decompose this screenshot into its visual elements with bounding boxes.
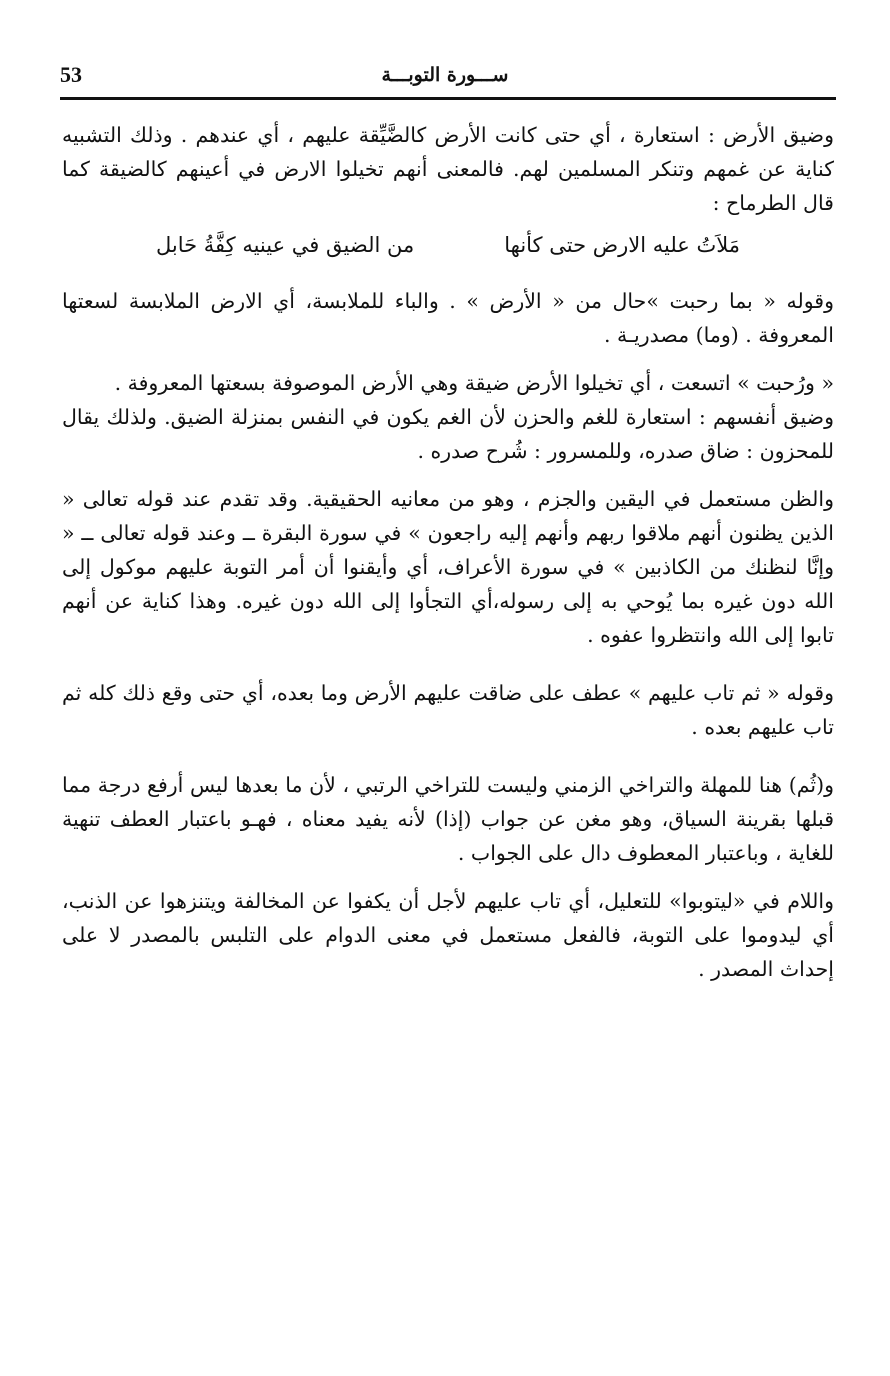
paragraph-4: وضيق أنفسهم : استعارة للغم والحزن لأن الغم يكون في النفس بمنزلة الضيق. ولذلك يقال للمحزون : ضاق صدره، وللمسرور : شُرح صدره . (62, 405, 834, 463)
poetry-verse (62, 228, 834, 262)
paragraph-5: والظن مستعمل في اليقين والجزم ، وهو من معانيه الحقيقية. وقد تقدم عند قوله تعالى « الذين يظنون أنهم ملاقوا ربهم وأنهم إليه راجعون » في سورة البقرة ــ وعند قوله تعالى ــ « وإنَّا لنظنك من الكاذبين » في سورة الأعراف، أي وأيقنوا أن أمر التوبة عليهم موكول إلى الله دون غيره بما يُوحي به إلى رسوله،أي التجأوا إلى الله دون غيره. وهذا كناية عن أنهم تابوا إلى الله وانتظروا عفوه . (62, 487, 834, 647)
verse-second-hemistich: من الضيق في عينيه كِفَّةُ حَابل (155, 233, 415, 257)
running-head-title: ســـورة التوبـــة (381, 64, 509, 86)
verse-first-hemistich: مَلاَتُ عليه الارض حتى كأنها (504, 233, 741, 257)
paragraph-2: وقوله « بما رحبت »حال من « الأرض » . والباء للملابسة، أي الارض الملابسة لسعتها المعروفة . (وما) مصدريـة . (62, 289, 834, 347)
page-number: 53 (60, 62, 82, 87)
header-rule (60, 97, 836, 100)
paragraph-7: و(ثُم) هنا للمهلة والتراخي الزمني وليست للتراخي الرتبي ، لأن ما بعدها ليس أرفع درجة مما قبلها بقرينة السياق، وهو مغن عن جواب (إذا) لأنه يفيد معناه ، فهـو باعتبار العطف تنهية للغاية ، وباعتبار المعطوف دال على الجواب . (62, 773, 834, 865)
paragraph-1: وضيق الأرض : استعارة ، أي حتى كانت الأرض كالضَّيِّقة عليهم ، أي عندهم . وذلك التشبيه كناية عن غمهم وتنكر المسلمين لهم. فالمعنى أنهم تخيلوا الارض في أعينهم كالضيقة كما قال الطرماح : (62, 123, 834, 215)
paragraph-8: واللام في «ليتوبوا» للتعليل، أي تاب عليهم لأجل أن يكفوا عن المخالفة ويتنزهوا عن الذنب، أي ليدوموا على التوبة، فالفعل مستعمل في معنى الدوام على التلبس بالمصدر لا على إحداث المصدر . (62, 889, 834, 981)
paragraph-6: وقوله « ثم تاب عليهم » عطف على ضاقت عليهم الأرض وما بعده، أي حتى وقع ذلك كله ثم تاب عليهم بعده . (62, 681, 834, 739)
page-body (62, 118, 834, 986)
paragraph-3: « ورُحبت » اتسعت ، أي تخيلوا الأرض ضيقة وهي الأرض الموصوفة بسعتها المعروفة . (114, 371, 834, 395)
